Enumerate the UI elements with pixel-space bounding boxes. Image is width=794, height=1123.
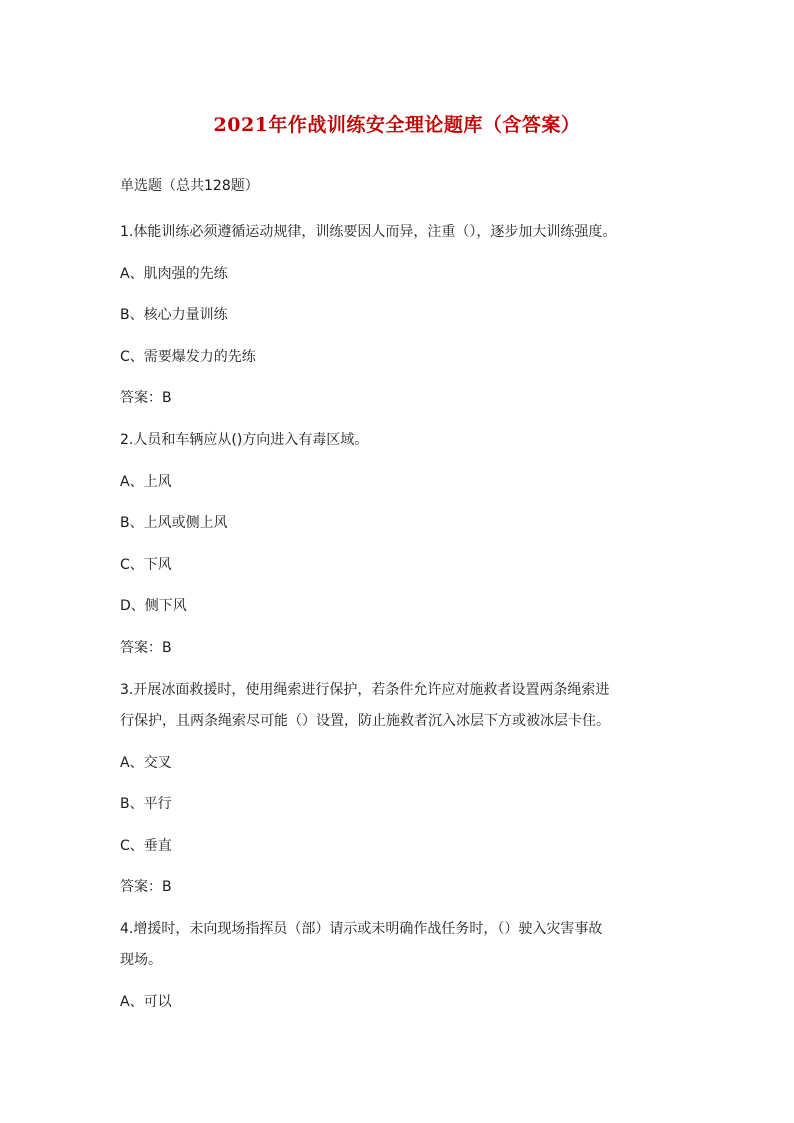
question-3-option-a: A、交叉 [120, 755, 172, 771]
question-2-option-c: C、下风 [120, 557, 172, 573]
question-1-answer: 答案：B [120, 390, 172, 406]
question-2-stem: 2.人员和车辆应从()方向进入有毒区域。 [120, 432, 369, 448]
question-1-option-c: C、需要爆发力的先练 [120, 349, 256, 365]
question-4-option-a: A、可以 [120, 994, 172, 1010]
question-3-stem-line-1: 3.开展冰面救援时，使用绳索进行保护，若条件允许应对施救者设置两条绳索进 [120, 682, 610, 698]
section-heading: 单选题（总共128题） [120, 178, 259, 194]
question-3-option-c: C、垂直 [120, 838, 172, 854]
question-2-option-d: D、侧下风 [120, 598, 187, 614]
question-2-option-b: B、上风或侧上风 [120, 515, 228, 531]
question-1-stem: 1.体能训练必须遵循运动规律，训练要因人而异，注重（），逐步加大训练强度。 [120, 224, 617, 240]
question-3-option-b: B、平行 [120, 796, 172, 812]
question-3-stem-line-2: 行保护，且两条绳索尽可能（）设置，防止施救者沉入冰层下方或被冰层卡住。 [120, 713, 610, 729]
question-4-stem-line-2: 现场。 [120, 952, 162, 968]
question-2-answer: 答案：B [120, 640, 172, 656]
question-4-stem-line-1: 4.增援时，未向现场指挥员（部）请示或未明确作战任务时，（）驶入灾害事故 [120, 921, 603, 937]
question-1-option-b: B、核心力量训练 [120, 307, 228, 323]
document-title: 2021年作战训练安全理论题库（含答案） [213, 114, 581, 136]
question-1-option-a: A、肌肉强的先练 [120, 266, 228, 282]
question-3-answer: 答案：B [120, 879, 172, 895]
question-2-option-a: A、上风 [120, 474, 172, 490]
